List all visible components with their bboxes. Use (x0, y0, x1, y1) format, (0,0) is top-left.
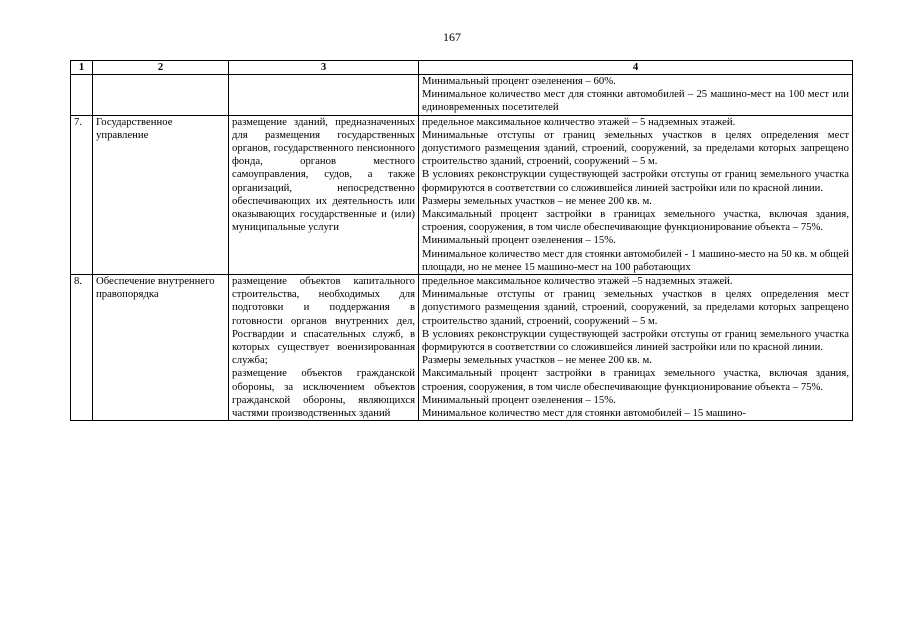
land-use-description: размещение зданий, предназначенных для размещения государственных органов, государственного пенсионного фонда, органов местного самоуправления, судов, а также организаций, непосредственно обеспечивающих их деятельность или оказывающих государственные и (или) муниципальные услуги (229, 115, 419, 274)
parameter-line: В условиях реконструкции существующей застройки отступы от границ земельного участка формируются в соответствии со сложившейся линией застройки или по красной линии. (422, 168, 849, 194)
land-use-description (229, 75, 419, 116)
land-use-parameters (419, 75, 853, 116)
table-row (71, 75, 853, 116)
land-use-name: Государственное управление (93, 115, 229, 274)
row-number: 7. (71, 115, 93, 274)
page-number: 167 (443, 30, 461, 44)
parameter-line: Минимальное количество мест для стоянки автомобилей - 1 машино-место на 50 кв. м общей площади, но не менее 15 машино-мест на 100 работающих (422, 247, 849, 273)
column-header-2: 2 (93, 61, 229, 75)
parameter-line: Размеры земельных участков – не менее 200 кв. м. (422, 194, 652, 207)
parameter-line: Размеры земельных участков – не менее 200 кв. м. (422, 354, 652, 367)
parameter-line: предельное максимальное количество этажей – 5 надземных этажей. (422, 115, 736, 128)
parameter-line: Минимальный процент озеленения – 15%. (422, 393, 616, 406)
row-number (71, 75, 93, 116)
parameter-line: Минимальный процент озеленения – 60%. (422, 75, 616, 87)
row-number: 8. (71, 275, 93, 421)
land-use-parameters (419, 115, 853, 274)
zoning-table (70, 60, 853, 421)
description-part: размещение объектов гражданской обороны, за исключением объектов гражданской обороны, являющихся частями производственных зданий (232, 367, 415, 420)
parameter-line: Минимальное количество мест для стоянки автомобилей – 15 машино- (422, 407, 746, 420)
column-header-4: 4 (419, 61, 853, 75)
parameter-line: предельное максимальное количество этажей –5 надземных этажей. (422, 275, 733, 288)
parameter-line: Минимальный процент озеленения – 15%. (422, 234, 616, 247)
parameter-line: Минимальные отступы от границ земельных участков в целях определения мест допустимого размещения зданий, строений, сооружений, за пределами которых запрещено строительство зданий, строений, сооружений – 5 м. (422, 128, 849, 168)
parameter-line: Максимальный процент застройки в границах земельного участка, включая здания, строения, сооружения, в том числе обеспечивающие функционирование объекта – 75%. (422, 367, 849, 393)
column-header-1: 1 (71, 61, 93, 75)
column-header-3: 3 (229, 61, 419, 75)
parameter-line: В условиях реконструкции существующей застройки отступы от границ земельного участка формируются в соответствии со сложившейся линией застройки или по красной линии. (422, 327, 849, 354)
land-use-description (229, 275, 419, 421)
land-use-name: Обеспечение внутреннего правопорядка (93, 275, 229, 421)
parameter-line: Минимальные отступы от границ земельных участков в целях определения мест допустимого размещения зданий, строений, сооружений, за пределами которых запрещено строительство зданий, строений, сооружений – 5 м. (422, 288, 849, 327)
parameter-line: Максимальный процент застройки в границах земельного участка, включая здания, строения, сооружения, в том числе обеспечивающие функционирование объекта – 75%. (422, 208, 849, 234)
description-part: размещение объектов капитального строительства, необходимых для подготовки и поддержания в готовности органов внутренних дел, Росгвардии и спасательных служб, в которых существует военизированная служба; (232, 275, 415, 367)
table-row (71, 115, 853, 274)
parameter-line: Минимальное количество мест для стоянки автомобилей – 25 машино-мест на 100 мест или единовременных посетителей (422, 88, 849, 114)
land-use-parameters (419, 275, 853, 421)
land-use-name (93, 75, 229, 116)
table-row (71, 275, 853, 421)
table-header-row (71, 61, 853, 75)
